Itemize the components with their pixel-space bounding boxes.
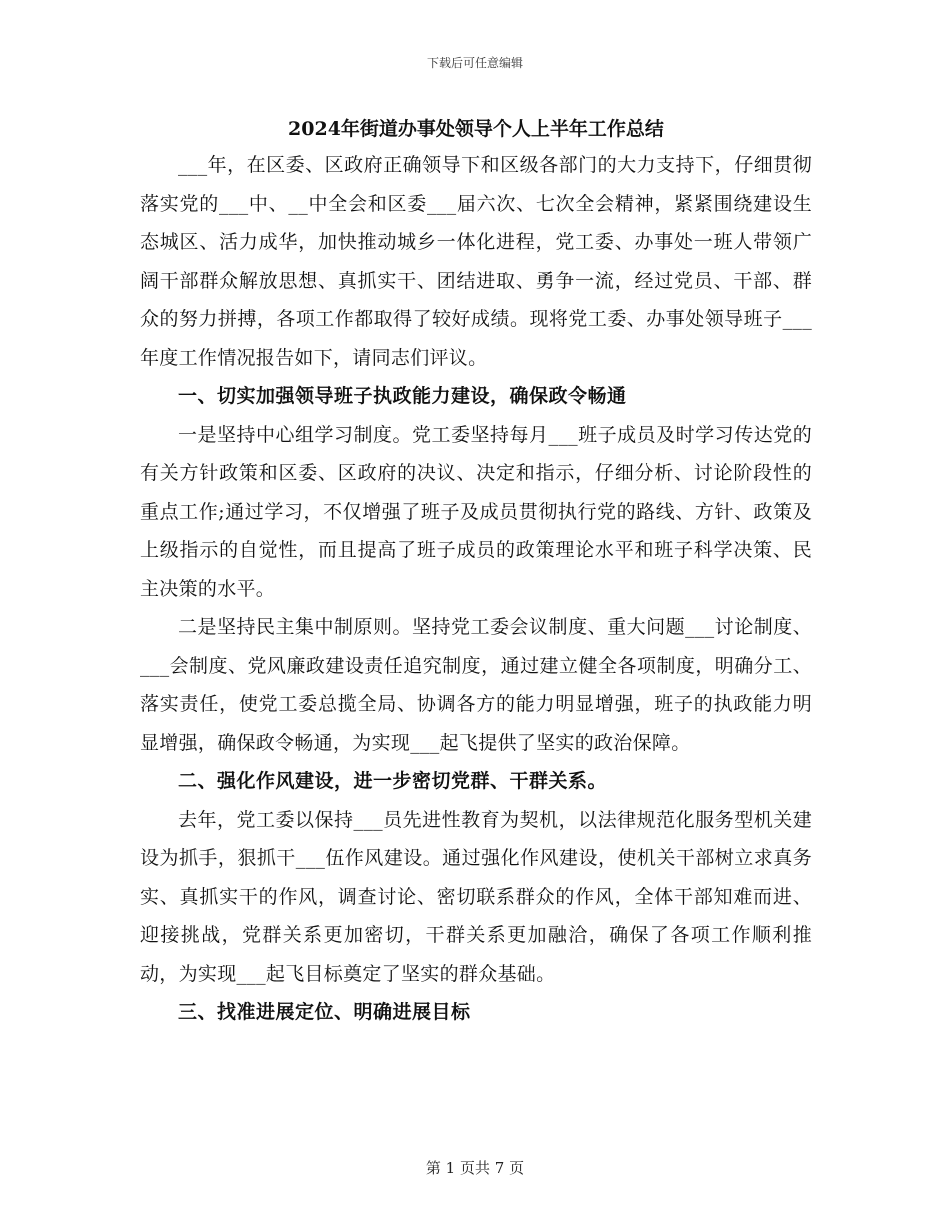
section-heading-1: 一、切实加强领导班子执政能力建设，确保政令畅通 [178, 385, 627, 407]
page-number: 第 1 页共 7 页 [425, 1159, 525, 1177]
paragraph-intro: ___年，在区委、区政府正确领导下和区级各部门的大力支持下，仔细贯彻落实党的___中、__中全会和区委___届六次、七次全会精神，紧紧围绕建设生态城区、活力成华，加快推动城乡一体化进程，党工委、办事处一班人带领广阔干部群众解放思想、真抓实干、团结进取、勇争一流，经过党员、干部、群众的努力拼搏，各项工作都取得了较好成绩。现将党工委、办事处领导班子___年度工作情况报告如下，请同志们评议。 [140, 154, 812, 369]
paragraph-democratic-centralism: 二是坚持民主集中制原则。坚持党工委会议制度、重大问题___讨论制度、___会制度、党风廉政建设责任追究制度，通过建立健全各项制度，明确分工、落实责任，使党工委总揽全局、协调各方的能力明显增强，班子的执政能力明显增强，确保政令畅通，为实现___起飞提供了坚实的政治保障。 [140, 616, 812, 754]
section-heading-2: 二、强化作风建设，进一步密切党群、干群关系。 [178, 770, 608, 792]
document-body [140, 112, 812, 1032]
paragraph-work-style: 去年，党工委以保持___员先进性教育为契机，以法律规范化服务型机关建设为抓手，狠抓干___伍作风建设。通过强化作风建设，使机关干部树立求真务实、真抓实干的作风，调查讨论、密切联系群众的作风，全体干部知难而进、迎接挑战，党群关系更加密切，干群关系更加融洽，确保了各项工作顺利推动，为实现___起飞目标奠定了坚实的群众基础。 [140, 808, 812, 985]
download-note: 下载后可任意编辑 [426, 56, 523, 70]
document-title: 2024年街道办事处领导个人上半年工作总结 [288, 118, 664, 140]
section-heading-3: 三、找准进展定位、明确进展目标 [178, 1001, 471, 1023]
paragraph-study-system: 一是坚持中心组学习制度。党工委坚持每月___班子成员及时学习传达党的有关方针政策和区委、区政府的决议、决定和指示，仔细分析、讨论阶段性的重点工作;通过学习，不仅增强了班子及成员贯彻执行党的路线、方针、政策及上级指示的自觉性，而且提高了班子成员的政策理论水平和班子科学决策、民主决策的水平。 [140, 423, 812, 600]
